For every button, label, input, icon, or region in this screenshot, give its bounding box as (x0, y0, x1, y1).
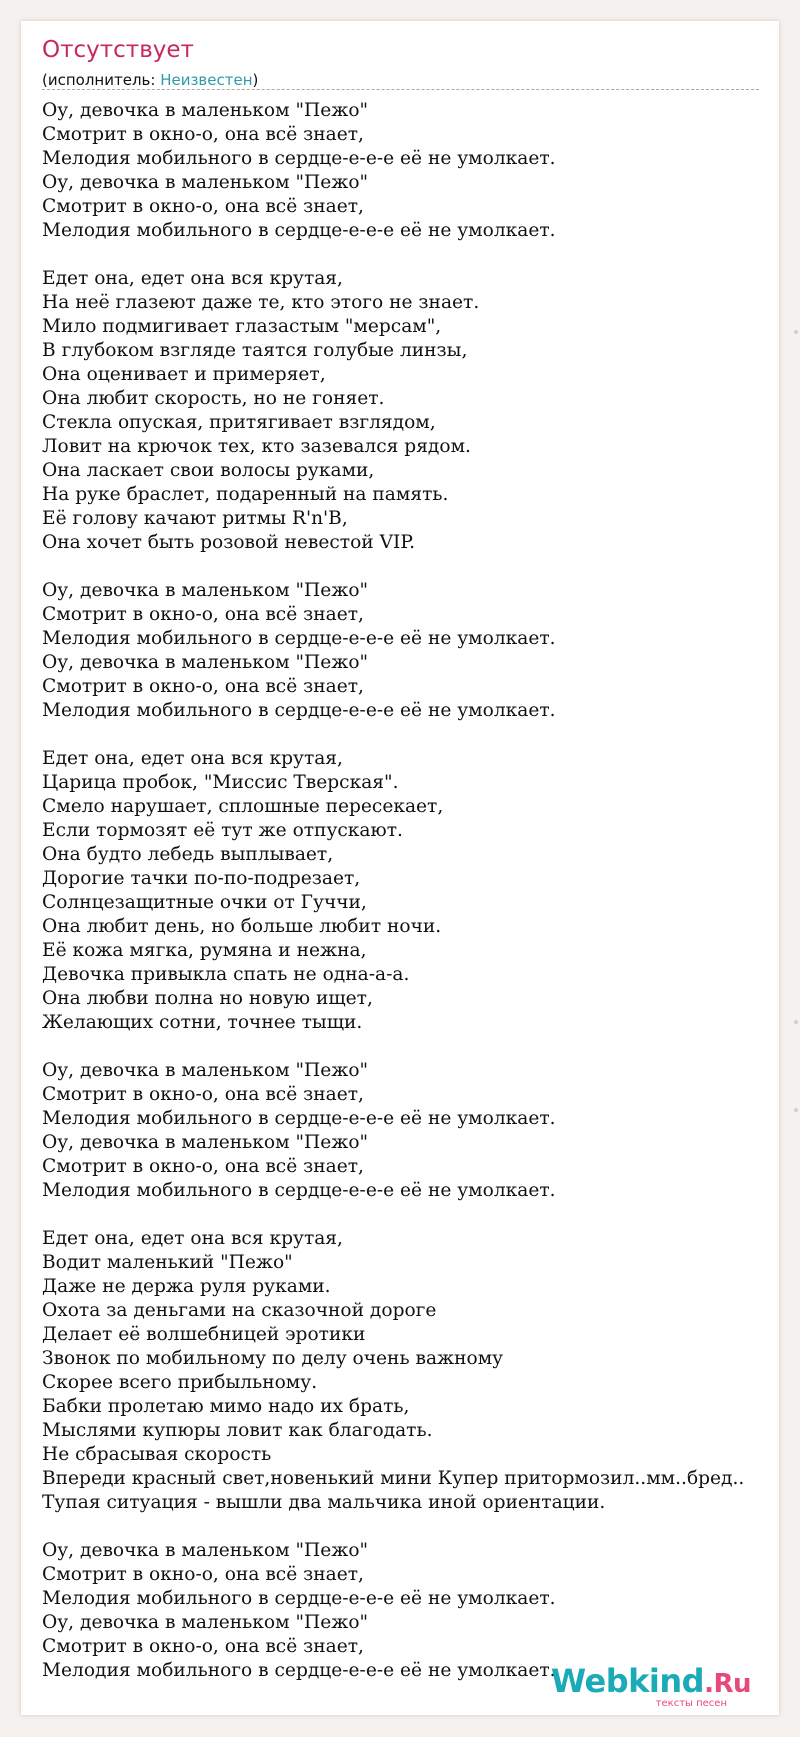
lyric-line: Охота за деньгами на сказочной дороге (42, 1300, 437, 1321)
lyric-line: Она оценивает и примеряет, (42, 364, 326, 385)
lyric-line: Делает её волшебницей эротики (42, 1324, 366, 1345)
lyric-line: Царица пробок, "Миссис Тверская". (42, 772, 399, 793)
lyric-line: Едет она, едет она вся крутая, (42, 748, 343, 769)
lyric-line: Если тормозят её тут же отпускают. (42, 820, 403, 841)
artist-line (42, 71, 258, 89)
lyric-line: Мыслями купюры ловит как благодать. (42, 1420, 433, 1441)
lyric-line: Мелодия мобильного в сердце-е-е-е её не умолкает. (42, 1588, 556, 1609)
stanza-break (42, 1035, 744, 1059)
artist-prefix: (исполнитель: (42, 71, 161, 89)
lyric-line: Оу, девочка в маленьком "Пежо" (42, 1060, 369, 1081)
lyrics-text (42, 99, 744, 1683)
lyric-line: Мелодия мобильного в сердце-е-е-е её не умолкает. (42, 700, 556, 721)
lyric-line: Ловит на крючок тех, кто зазевался рядом. (42, 436, 471, 457)
site-logo[interactable] (550, 1662, 751, 1709)
page-edge-mark (794, 1108, 798, 1112)
lyric-line: Едет она, едет она вся крутая, (42, 1228, 343, 1249)
lyric-line: Мило подмигивает глазастым "мерсам", (42, 316, 442, 337)
lyric-line: Мелодия мобильного в сердце-е-е-е её не умолкает. (42, 1660, 556, 1681)
artist-suffix: ) (252, 71, 259, 89)
lyric-line: Смотрит в окно-о, она всё знает, (42, 1564, 364, 1585)
lyric-line: Смотрит в окно-о, она всё знает, (42, 196, 364, 217)
lyrics-card (21, 21, 779, 1715)
lyric-line: Мелодия мобильного в сердце-е-е-е её не умолкает. (42, 220, 556, 241)
title-divider (42, 89, 759, 90)
lyric-line: Впереди красный свет,новенький мини Купер притормозил..мм..бред.. (42, 1468, 745, 1489)
lyric-line: Она любит день, но больше любит ночи. (42, 916, 442, 937)
lyric-line: Она хочет быть розовой невестой VIP. (42, 532, 416, 553)
lyric-line: Оу, девочка в маленьком "Пежо" (42, 652, 369, 673)
lyric-line: Смотрит в окно-о, она всё знает, (42, 124, 364, 145)
lyric-line: В глубоком взгляде таятся голубые линзы, (42, 340, 468, 361)
lyric-line: Оу, девочка в маленьком "Пежо" (42, 172, 369, 193)
lyric-line: Смотрит в окно-о, она всё знает, (42, 1156, 364, 1177)
stanza-break (42, 555, 744, 579)
stanza-break (42, 723, 744, 747)
stanza-break (42, 1203, 744, 1227)
brand-tld: .Ru (704, 1669, 751, 1699)
brand-tagline: тексты песен (655, 1698, 727, 1709)
lyric-line: Едет она, едет она вся крутая, (42, 268, 343, 289)
lyric-line: Оу, девочка в маленьком "Пежо" (42, 100, 369, 121)
lyric-line: Смело нарушает, сплошные пересекает, (42, 796, 444, 817)
lyric-line: Стекла опуская, притягивает взглядом, (42, 412, 436, 433)
lyric-line: Звонок по мобильному по делу очень важному (42, 1348, 504, 1369)
lyric-line: Оу, девочка в маленьком "Пежо" (42, 1612, 369, 1633)
page-edge-mark (794, 1020, 798, 1024)
lyric-line: Она будто лебедь выплывает, (42, 844, 334, 865)
lyric-line: Оу, девочка в маленьком "Пежо" (42, 580, 369, 601)
artist-link[interactable]: Неизвестен (160, 71, 253, 89)
lyric-line: Её голову качают ритмы R'n'B, (42, 508, 348, 529)
lyric-line: Смотрит в окно-о, она всё знает, (42, 604, 364, 625)
lyric-line: Оу, девочка в маленьком "Пежо" (42, 1540, 369, 1561)
lyric-line: Её кожа мягка, румяна и нежна, (42, 940, 367, 961)
lyric-line: Мелодия мобильного в сердце-е-е-е её не умолкает. (42, 148, 556, 169)
lyric-line: Смотрит в окно-о, она всё знает, (42, 1084, 364, 1105)
page-edge-mark (794, 330, 798, 334)
lyric-line: Оу, девочка в маленьком "Пежо" (42, 1132, 369, 1153)
lyric-line: Девочка привыкла спать не одна-а-а. (42, 964, 410, 985)
lyric-line: Скорее всего прибыльному. (42, 1372, 318, 1393)
lyric-line: Тупая ситуация - вышли два мальчика иной ориентации. (42, 1492, 606, 1513)
lyric-line: Мелодия мобильного в сердце-е-е-е её не умолкает. (42, 628, 556, 649)
lyric-line: Мелодия мобильного в сердце-е-е-е её не умолкает. (42, 1180, 556, 1201)
stanza-break (42, 243, 744, 267)
lyric-line: Бабки пролетаю мимо надо их брать, (42, 1396, 410, 1417)
brand-name: Webkind (550, 1662, 705, 1700)
lyric-line: На руке браслет, подаренный на память. (42, 484, 449, 505)
lyric-line: Дорогие тачки по-по-подрезает, (42, 868, 361, 889)
lyric-line: Она любит скорость, но не гоняет. (42, 388, 385, 409)
lyric-line: Она любви полна но новую ищет, (42, 988, 373, 1009)
lyric-line: Солнцезащитные очки от Гуччи, (42, 892, 367, 913)
lyric-line: Смотрит в окно-о, она всё знает, (42, 1636, 364, 1657)
lyric-line: Желающих сотни, точнее тыщи. (42, 1012, 363, 1033)
stanza-break (42, 1515, 744, 1539)
song-title: Отсутствует (42, 37, 194, 63)
lyric-line: Она ласкает свои волосы руками, (42, 460, 375, 481)
lyric-line: На неё глазеют даже те, кто этого не знает. (42, 292, 480, 313)
lyric-line: Даже не держа руля руками. (42, 1276, 331, 1297)
lyric-line: Водит маленький "Пежо" (42, 1252, 293, 1273)
brand-wordmark (550, 1662, 751, 1700)
lyric-line: Смотрит в окно-о, она всё знает, (42, 676, 364, 697)
lyric-line: Мелодия мобильного в сердце-е-е-е её не умолкает. (42, 1108, 556, 1129)
lyric-line: Не сбрасывая скорость (42, 1444, 272, 1465)
